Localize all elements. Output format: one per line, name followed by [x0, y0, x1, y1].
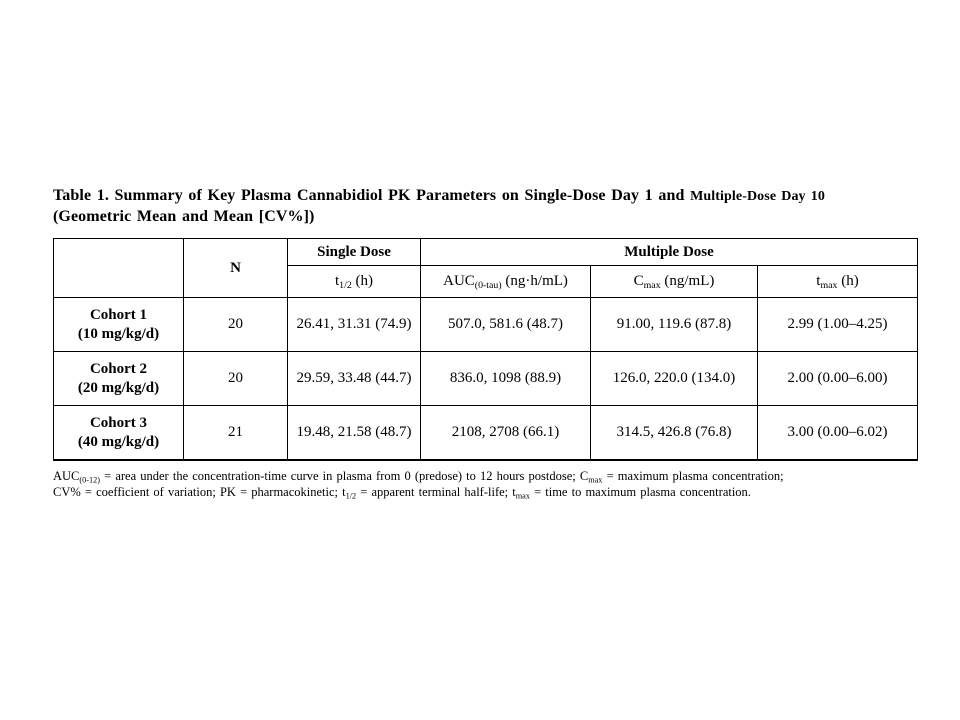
- t-half-value-cell: 29.59, 33.48 (44.7): [288, 352, 421, 406]
- n-value-cell: 20: [184, 298, 288, 352]
- pk-parameters-table: [53, 238, 918, 461]
- corner-empty-cell: [54, 239, 184, 298]
- table-row-cohort-2: [54, 352, 918, 406]
- tmax-value-cell: 2.00 (0.00–6.00): [758, 352, 918, 406]
- t-half-value-cell: 19.48, 21.58 (48.7): [288, 406, 421, 461]
- auc-value-cell: 2108, 2708 (66.1): [421, 406, 591, 461]
- cmax-value-cell: 314.5, 426.8 (76.8): [591, 406, 758, 461]
- auc-value-cell: 507.0, 581.6 (48.7): [421, 298, 591, 352]
- group-header-multiple-dose: Multiple Dose: [421, 239, 918, 266]
- column-header-t-half: $t_{1/2}$ (h): [288, 266, 421, 298]
- table-caption: [53, 186, 919, 227]
- group-header-single-dose: Single Dose: [288, 239, 421, 266]
- header-row-groups: [54, 239, 918, 266]
- table-row-cohort-3: [54, 406, 918, 461]
- auc-value-cell: 836.0, 1098 (88.9): [421, 352, 591, 406]
- tmax-value-cell: 2.99 (1.00–4.25): [758, 298, 918, 352]
- column-header-auc: $AUC_{(0-tau)}$ (ng·h/mL): [421, 266, 591, 298]
- footnote-line2: CV% = coefficient of variation; PK = pharmacokinetic; $t_{1/2}$ = apparent terminal half-life; $t_{max}$ = time to maximum plasma concentration.: [53, 485, 751, 501]
- table-caption-line1-tail: Multiple-Dose Day 10: [690, 189, 825, 204]
- t-half-value-cell: 26.41, 31.31 (74.9): [288, 298, 421, 352]
- n-value-cell: 21: [184, 406, 288, 461]
- document-page: [53, 186, 919, 500]
- table-caption-line2: (Geometric Mean and Mean [CV%]): [53, 208, 315, 225]
- column-header-tmax: $t_{max}$ (h): [758, 266, 918, 298]
- table-caption-line1-main: Table 1. Summary of Key Plasma Cannabidiol PK Parameters on Single-Dose Day 1 and: [53, 187, 691, 204]
- tmax-value-cell: 3.00 (0.00–6.02): [758, 406, 918, 461]
- table-row-cohort-1: [54, 298, 918, 352]
- n-value-cell: 20: [184, 352, 288, 406]
- cohort-label-cell: Cohort 3 (40 mg/kg/d): [54, 406, 184, 461]
- cmax-value-cell: 91.00, 119.6 (87.8): [591, 298, 758, 352]
- cmax-value-cell: 126.0, 220.0 (134.0): [591, 352, 758, 406]
- table-caption-line1: [53, 186, 919, 207]
- table-footnote: [53, 468, 919, 500]
- column-header-n: N: [184, 239, 288, 298]
- footnote-line1: $AUC_{(0-12)}$ = area under the concentration-time curve in plasma from 0 (predose) to 12 hours postdose; $C_{max}$ = maximum plasma concentration;: [53, 469, 784, 485]
- cohort-label-cell: Cohort 1 (10 mg/kg/d): [54, 298, 184, 352]
- column-header-cmax: $C_{max}$ (ng/mL): [591, 266, 758, 298]
- cohort-label-cell: Cohort 2 (20 mg/kg/d): [54, 352, 184, 406]
